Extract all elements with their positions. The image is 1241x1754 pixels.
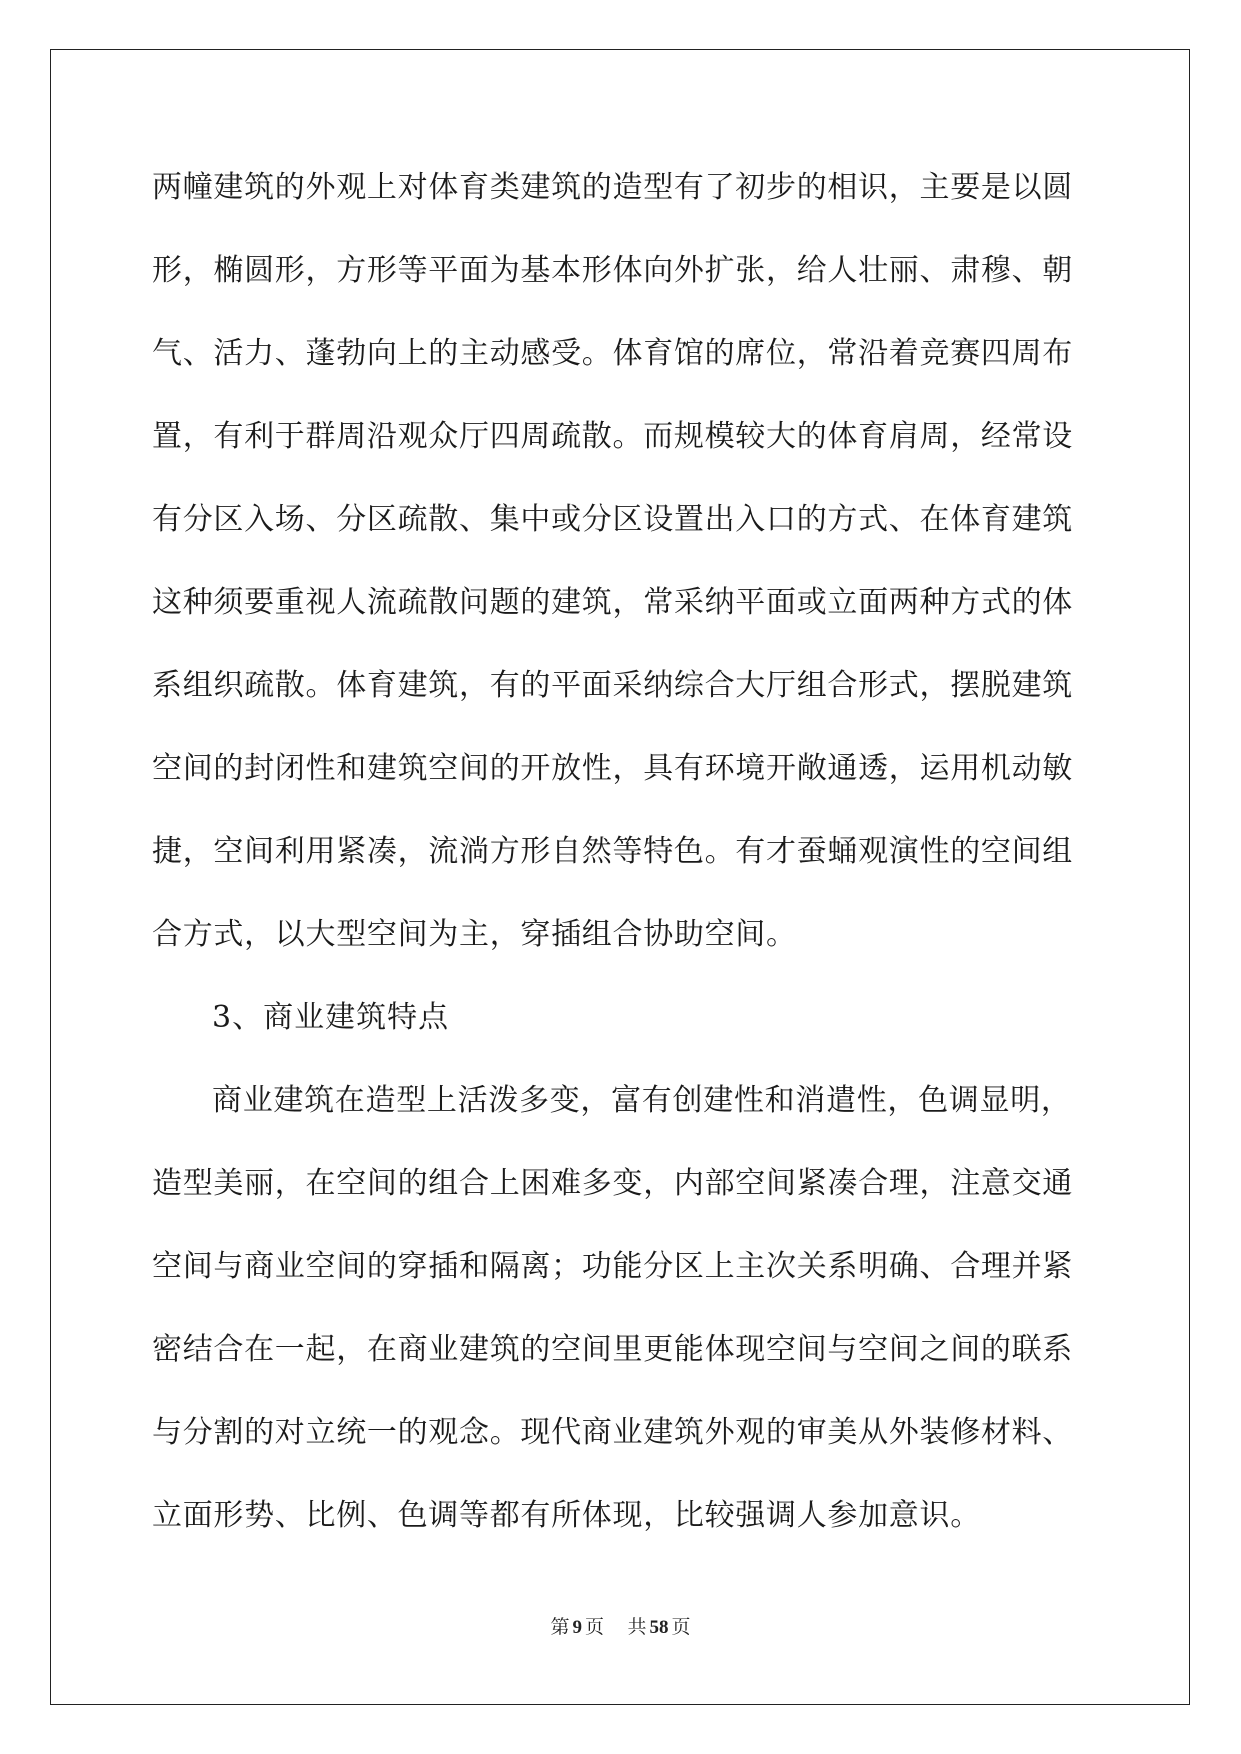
text-line: 空间与商业空间的穿插和隔离；功能分区上主次关系明确、合理并紧 bbox=[152, 1249, 1073, 1284]
paragraph-continued bbox=[152, 158, 1092, 988]
text-line: 立面形势、比例、色调等都有所体现，比较强调人参加意识。 bbox=[152, 1498, 981, 1533]
page-footer bbox=[0, 1612, 1241, 1639]
paragraph-commercial bbox=[152, 1071, 1092, 1569]
text-line: 造型美丽，在空间的组合上困难多变，内部空间紧凑合理，注意交通 bbox=[152, 1166, 1073, 1201]
text-line: 置，有利于群周沿观众厅四周疏散。而规模较大的体育肩周，经常设 bbox=[152, 419, 1073, 454]
text-line: 商业建筑在造型上活泼多变，富有创建性和消遣性，色调显明， bbox=[212, 1083, 1072, 1118]
text-line: 空间的封闭性和建筑空间的开放性，具有环境开敞通透，运用机动敏 bbox=[152, 751, 1073, 786]
total-pages: 58 bbox=[649, 1617, 669, 1638]
text-line: 与分割的对立统一的观念。现代商业建筑外观的审美从外装修材料、 bbox=[152, 1415, 1073, 1450]
text-line: 两幢建筑的外观上对体育类建筑的造型有了初步的相识，主要是以圆 bbox=[152, 170, 1073, 205]
text-line: 系组织疏散。体育建筑，有的平面采纳综合大厅组合形式，摆脱建筑 bbox=[152, 668, 1073, 703]
section-heading: 3、商业建筑特点 bbox=[212, 1000, 450, 1035]
document-body bbox=[152, 158, 1092, 1569]
text-line: 形，椭圆形，方形等平面为基本形体向外扩张，给人壮丽、肃穆、朝 bbox=[152, 253, 1073, 288]
text-line: 密结合在一起，在商业建筑的空间里更能体现空间与空间之间的联系 bbox=[152, 1332, 1073, 1367]
page-prefix: 第 bbox=[550, 1617, 570, 1638]
total-suffix: 页 bbox=[671, 1617, 691, 1638]
total-prefix: 共 bbox=[627, 1617, 647, 1638]
text-line: 捷，空间利用紧凑，流淌方形自然等特色。有才蚕蛹观演性的空间组 bbox=[152, 834, 1073, 869]
page-suffix: 页 bbox=[584, 1617, 604, 1638]
text-line: 合方式，以大型空间为主，穿插组合协助空间。 bbox=[152, 917, 797, 952]
text-line: 气、活力、蓬勃向上的主动感受。体育馆的席位，常沿着竞赛四周布 bbox=[152, 336, 1073, 371]
text-line: 有分区入场、分区疏散、集中或分区设置出入口的方式、在体育建筑 bbox=[152, 502, 1073, 537]
page-number: 9 bbox=[572, 1617, 582, 1638]
text-line: 这种须要重视人流疏散问题的建筑，常采纳平面或立面两种方式的体 bbox=[152, 585, 1073, 620]
